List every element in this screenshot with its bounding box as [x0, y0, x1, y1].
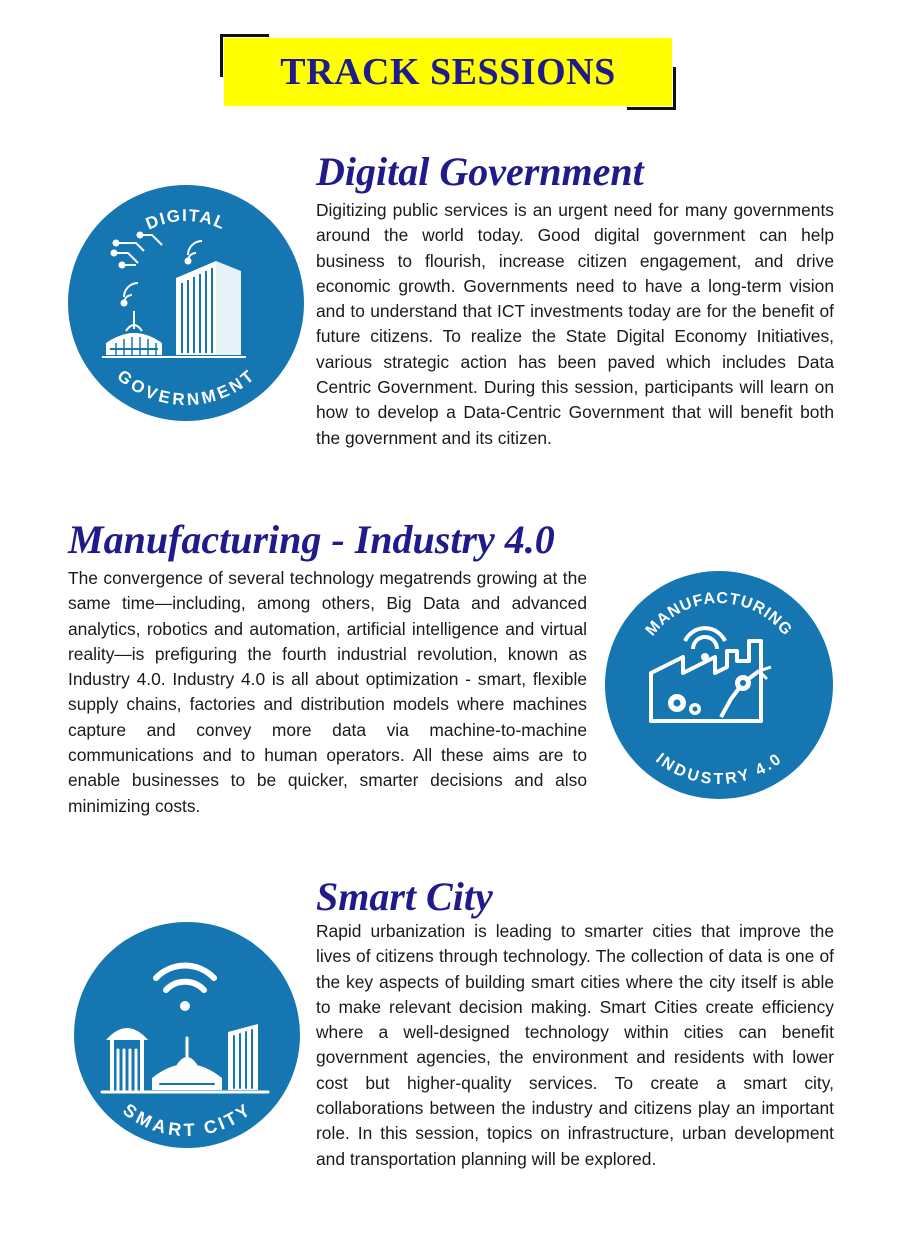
section-body-digital-government: Digitizing public services is an urgent need for many governments around the world today. Good digital government can help business to flourish, increase citizen engagement, and drive economic growth. Governments need to have a long-term vision and to understand that ICT investments today are for the benefit of future citizens. To realize the State Digital Economy Initiatives, various strategic action has been paved which includes Data Centric Government. During this session, participants will learn on how to develop a Data-Centric Government that will benefit both the government and its citizen.: [316, 200, 834, 448]
section-title-smart-city: Smart City: [316, 874, 493, 919]
badge-bottom-label: GOVERNMENT: [113, 365, 259, 410]
badge-top-label: MANUFACTURING: [642, 589, 796, 640]
section-body-smart-city: Rapid urbanization is leading to smarter cities that improve the lives of citizens through technology. The collection of data is one of the key aspects of building smart cities where the city itself is able to make relevant decision making. Smart Cities create efficiency where a well-designed technology within cities can benefit government agencies, the environment and residents with lower cost but higher-quality services. To create a smart city, collaborations between the industry and citizens play an important role. In this session, topics on infrastructure, urban development and transportation planning will be explored.: [316, 921, 834, 1169]
section-body-manufacturing: The convergence of several technology megatrends growing at the same time—including, among others, Big Data and advanced analytics, robotics and automation, artificial intelligence and virtual reality—is prefiguring the fourth industrial revolution, known as Industry 4.0. Industry 4.0 is all about optimization - smart, flexible supply chains, factories and distribution models where machines capture and convey more data via machine-to-machine communications and to human operators. All these aims are to enable businesses to be quicker, smarter decisions and also minimizing costs.: [68, 568, 587, 816]
manufacturing-badge: [603, 569, 835, 801]
header-banner: [224, 38, 672, 106]
badge-top-label: DIGITAL: [142, 205, 230, 234]
page-title: TRACK SESSIONS: [280, 51, 616, 93]
section-title-digital-government: Digital Government: [316, 149, 644, 194]
section-title-manufacturing: Manufacturing - Industry 4.0: [68, 517, 555, 562]
smart-city-badge: [72, 920, 302, 1150]
badge-bottom-label: INDUSTRY 4.0: [652, 750, 786, 789]
digital-government-badge: [66, 183, 306, 423]
badge-bottom-label: SMART CITY: [119, 1099, 255, 1140]
